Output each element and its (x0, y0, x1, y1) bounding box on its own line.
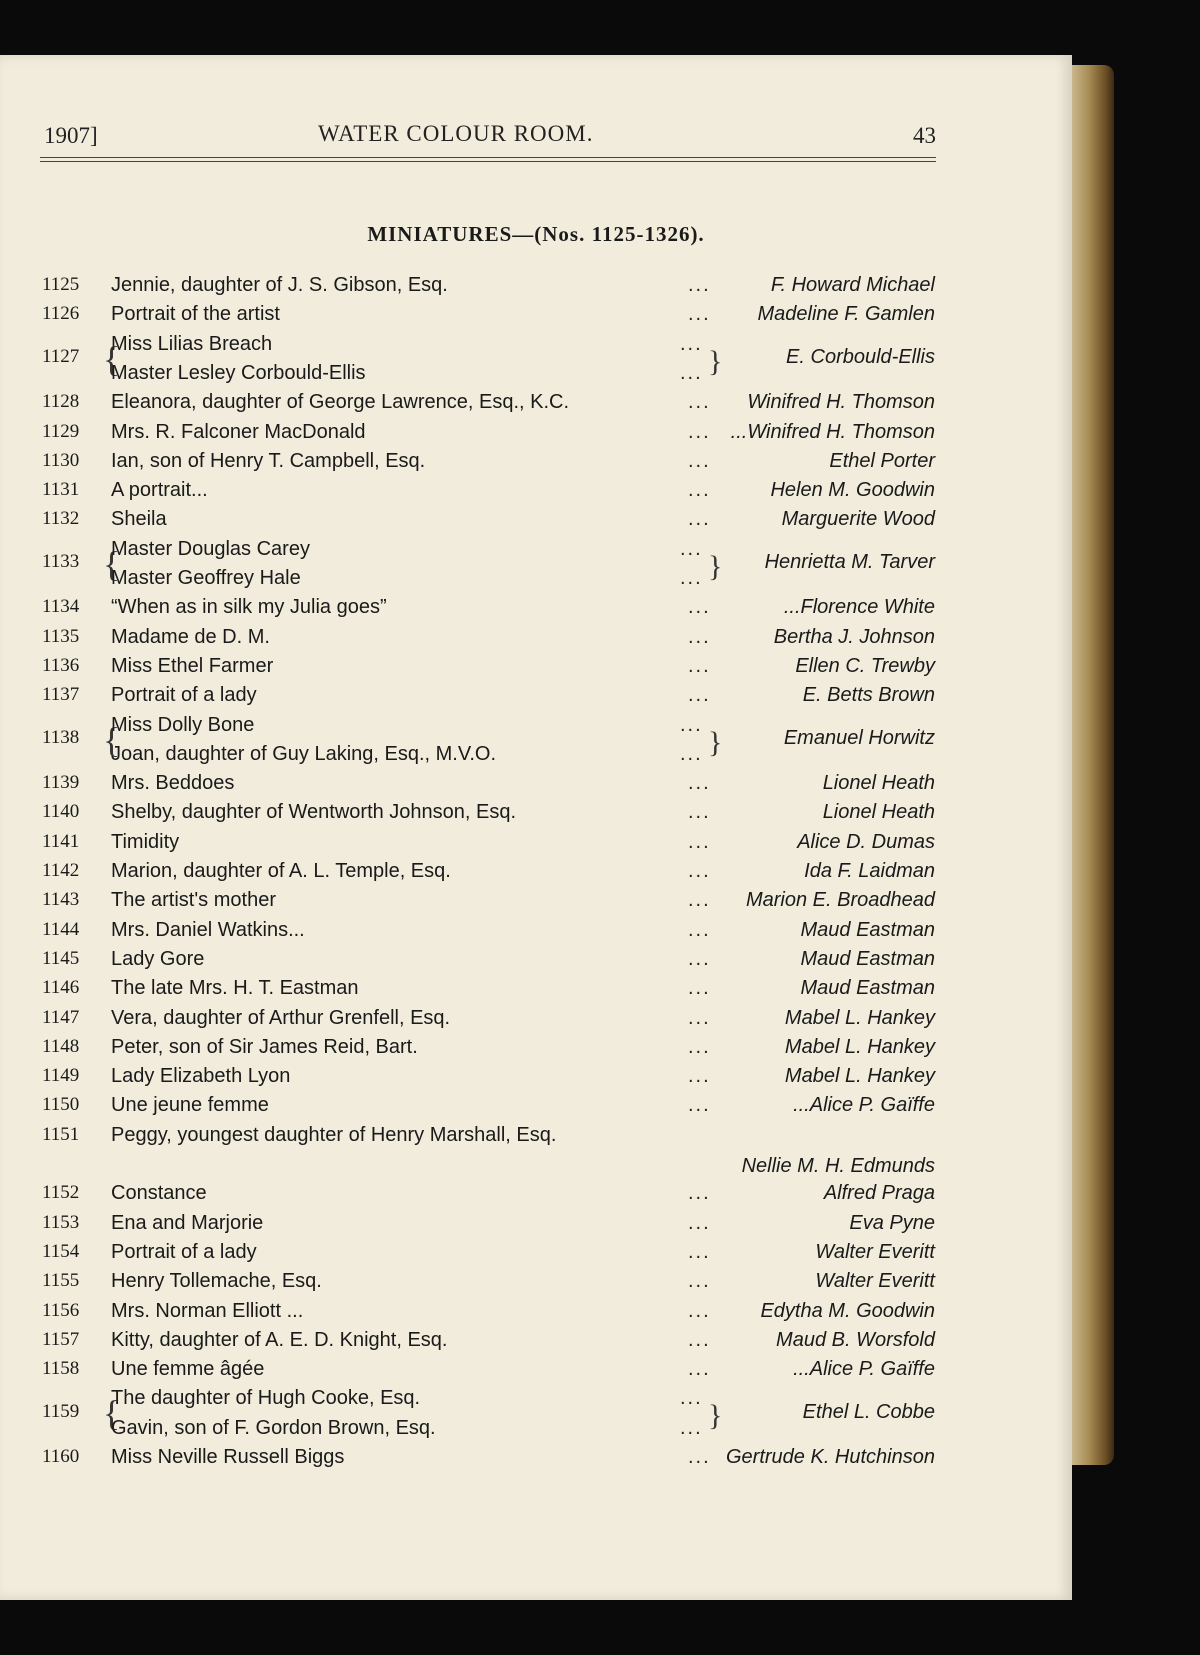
leader-dots: ... (688, 654, 711, 677)
entry-number: 1127 (42, 345, 80, 367)
catalogue-entry (0, 714, 1072, 773)
leader-dots: ... (688, 1328, 711, 1351)
entry-number: 1137 (42, 684, 80, 706)
entry-title: A portrait... (111, 479, 208, 502)
catalogue-entry (0, 538, 1072, 597)
leader-dots: ... (680, 1416, 703, 1439)
entry-artist: Ida F. Laidman (804, 860, 935, 882)
entry-title: Joan, daughter of Guy Laking, Esq., M.V.O. (111, 742, 497, 765)
entry-title: Eleanora, daughter of George Lawrence, Esq., K.C. (111, 391, 570, 414)
leader-dots: ... (688, 1270, 711, 1293)
catalogue-entry (0, 801, 1072, 830)
entry-artist: Marion E. Broadhead (745, 889, 935, 912)
entry-title: Une femme âgée (111, 1358, 265, 1381)
entry-artist: Winifred H. Thomson (747, 391, 935, 414)
catalogue-entry (0, 450, 1072, 479)
leader-dots: ... (688, 274, 711, 296)
book-spine (1072, 65, 1114, 1465)
section-title: MINIATURES—(Nos. 1125-1326). (367, 222, 705, 246)
entry-title: Portrait of a lady (111, 684, 257, 707)
catalogue-entry (0, 1358, 1072, 1387)
entry-title: Miss Lilias Breach (111, 332, 273, 355)
entry-number: 1131 (42, 479, 80, 501)
leader-dots: ... (688, 420, 711, 443)
entry-title: Lady Gore (111, 947, 205, 970)
leader-dots: ... (680, 361, 703, 384)
header-year: 1907] (44, 123, 98, 148)
catalogue-entry (0, 626, 1072, 655)
entry-title: Master Geoffrey Hale (111, 566, 301, 589)
entry-artist: Walter Everitt (815, 1270, 935, 1293)
entry-number: 1129 (42, 420, 80, 442)
entry-artist: Walter Everitt (815, 1240, 935, 1263)
right-brace: } (708, 549, 723, 583)
entry-artist: Eva Pyne (849, 1211, 935, 1234)
entry-title: Gavin, son of F. Gordon Brown, Esq. (111, 1416, 436, 1439)
entry-title: Mrs. Daniel Watkins... (111, 918, 305, 941)
leader-dots: ... (680, 1387, 703, 1410)
entry-number: 1125 (42, 274, 80, 295)
entry-title: Peter, son of Sir James Reid, Bart. (111, 1035, 418, 1058)
header-title: WATER COLOUR ROOM. (318, 121, 594, 146)
entry-number: 1146 (42, 977, 80, 999)
entry-title: Jennie, daughter of J. S. Gibson, Esq. (111, 274, 448, 296)
catalogue-entry (0, 977, 1072, 1006)
entry-artist: Alfred Praga (823, 1182, 935, 1205)
catalogue-entry (0, 421, 1072, 450)
leader-dots: ... (680, 537, 703, 560)
left-brace: { (103, 338, 121, 379)
entry-artist: Edytha M. Goodwin (760, 1299, 935, 1322)
leader-dots: ... (688, 684, 711, 707)
entry-artist: Bertha J. Johnson (773, 625, 935, 648)
entry-number: 1134 (42, 596, 80, 618)
entry-number: 1126 (42, 303, 80, 325)
catalogue-entry (0, 889, 1072, 918)
header-rule (40, 157, 936, 158)
entry-title: Mrs. Norman Elliott ... (111, 1299, 304, 1322)
page-number: 43 (913, 123, 936, 148)
entry-artist: Madeline F. Gamlen (757, 303, 935, 326)
entry-artist: Maud B. Worsfold (776, 1328, 935, 1351)
entry-title: Sheila (111, 508, 167, 531)
entry-artist: Ellen C. Trewby (795, 654, 935, 677)
entry-artist: Nellie M. H. Edmunds (741, 1154, 935, 1177)
entry-number: 1130 (42, 449, 80, 471)
entry-title: Miss Dolly Bone (111, 713, 255, 736)
leader-dots: ... (688, 1358, 711, 1381)
leader-dots: ... (688, 1065, 711, 1088)
entry-title: “When as in silk my Julia goes” (111, 596, 387, 619)
entry-number: 1136 (42, 654, 80, 676)
entry-title: Portrait of the artist (111, 303, 280, 326)
entry-artist: Ethel L. Cobbe (802, 1400, 935, 1423)
leader-dots: ... (688, 1446, 711, 1468)
entry-artist: ...Alice P. Gaïffe (793, 1094, 935, 1117)
leader-dots: ... (688, 508, 711, 531)
catalogue-entry (0, 655, 1072, 684)
leader-dots: ... (688, 889, 711, 912)
leader-dots: ... (688, 860, 711, 882)
leader-dots: ... (688, 303, 711, 326)
entry-artist: Mabel L. Hankey (784, 1065, 935, 1088)
entry-artist: Henrietta M. Tarver (764, 550, 935, 573)
entry-title: Mrs. R. Falconer MacDonald (111, 420, 366, 443)
leader-dots: ... (680, 742, 703, 765)
catalogue-entry (0, 596, 1072, 625)
catalogue-entry (0, 479, 1072, 508)
leader-dots: ... (688, 596, 711, 619)
entry-number: 1149 (42, 1065, 80, 1087)
left-brace: { (103, 543, 121, 584)
leader-dots: ... (688, 1240, 711, 1263)
leader-dots: ... (688, 801, 711, 824)
entry-title: Henry Tollemache, Esq. (111, 1270, 322, 1293)
catalogue-entry (0, 391, 1072, 420)
catalogue-entry (0, 1094, 1072, 1123)
entry-title: Ian, son of Henry T. Campbell, Esq. (111, 449, 426, 472)
entry-number: 1152 (42, 1182, 80, 1204)
leader-dots: ... (688, 918, 711, 941)
entry-number: 1139 (42, 772, 80, 794)
leader-dots: ... (688, 1006, 711, 1029)
entry-artist: Lionel Heath (822, 801, 935, 824)
leader-dots: ... (688, 830, 711, 853)
leader-dots: ... (688, 625, 711, 648)
entry-number: 1138 (42, 726, 80, 748)
entry-artist: Maud Eastman (800, 947, 935, 970)
entry-artist: Helen M. Goodwin (770, 479, 935, 502)
catalogue-entry (0, 1007, 1072, 1036)
entry-artist: Ethel Porter (829, 449, 935, 472)
catalogue-entry (0, 1329, 1072, 1358)
entry-title: Kitty, daughter of A. E. D. Knight, Esq. (111, 1328, 448, 1351)
leader-dots: ... (688, 1182, 711, 1205)
entry-number: 1159 (42, 1400, 80, 1422)
entry-title: Constance (111, 1182, 207, 1205)
header-rule-2 (40, 161, 936, 162)
entry-title: Marion, daughter of A. L. Temple, Esq. (111, 860, 451, 882)
entry-number: 1147 (42, 1006, 80, 1028)
leader-dots: ... (688, 479, 711, 502)
entry-number: 1158 (42, 1358, 80, 1380)
entry-artist: E. Corbould-Ellis (786, 345, 935, 368)
entry-title: Master Douglas Carey (111, 537, 310, 560)
catalogue-entry (0, 1446, 1072, 1475)
entry-artist: ...Alice P. Gaïffe (793, 1358, 935, 1381)
leader-dots: ... (688, 772, 711, 795)
entry-artist: Marguerite Wood (781, 508, 935, 531)
entry-artist: Emanuel Horwitz (783, 726, 935, 749)
entry-artist: F. Howard Michael (770, 274, 935, 296)
entry-title: The artist's mother (111, 889, 276, 912)
entry-title: The late Mrs. H. T. Eastman (111, 977, 359, 1000)
catalogue-entry (0, 333, 1072, 392)
entry-number: 1133 (42, 550, 80, 572)
entry-title: Vera, daughter of Arthur Grenfell, Esq. (111, 1006, 451, 1029)
entry-artist: Alice D. Dumas (797, 830, 935, 853)
entry-number: 1156 (42, 1299, 80, 1321)
right-brace: } (708, 725, 723, 759)
entry-number: 1145 (42, 947, 80, 969)
entry-artist: Maud Eastman (800, 977, 935, 1000)
catalogue-entry (0, 1241, 1072, 1270)
catalogue-entry (0, 303, 1072, 332)
entry-number: 1160 (42, 1446, 80, 1467)
catalogue-entry (0, 684, 1072, 713)
entry-number: 1140 (42, 801, 80, 823)
entry-number: 1135 (42, 625, 80, 647)
catalogue-entry (0, 919, 1072, 948)
leader-dots: ... (680, 566, 703, 589)
entry-number: 1144 (42, 918, 80, 940)
right-brace: } (708, 1399, 723, 1433)
catalogue-entry (0, 1300, 1072, 1329)
entry-title: Miss Neville Russell Biggs (111, 1446, 345, 1468)
entry-number: 1150 (42, 1094, 80, 1116)
entry-artist: Mabel L. Hankey (784, 1006, 935, 1029)
right-brace: } (708, 344, 723, 378)
entry-title: Peggy, youngest daughter of Henry Marshall, Esq. (111, 1123, 557, 1146)
entry-number: 1143 (42, 889, 80, 911)
catalogue-entry (0, 1212, 1072, 1241)
entry-artist: ...Florence White (783, 596, 935, 619)
catalogue-entry (0, 860, 1072, 889)
entry-number: 1132 (42, 508, 80, 530)
catalogue-entry (0, 948, 1072, 977)
catalogue-entry (0, 1387, 1072, 1446)
catalogue-entry (0, 1065, 1072, 1094)
leader-dots: ... (688, 977, 711, 1000)
entry-title: Ena and Marjorie (111, 1211, 264, 1234)
entry-artist: Maud Eastman (800, 918, 935, 941)
leader-dots: ... (680, 332, 703, 355)
entry-title: Mrs. Beddoes (111, 772, 235, 795)
entry-title: Miss Ethel Farmer (111, 654, 274, 677)
catalogue-entry (0, 1124, 1072, 1183)
entry-number: 1157 (42, 1328, 80, 1350)
catalogue-entry (0, 1036, 1072, 1065)
catalogue-entry (0, 274, 1072, 303)
left-brace: { (103, 1393, 121, 1434)
leader-dots: ... (688, 391, 711, 414)
entry-artist: E. Betts Brown (802, 684, 935, 707)
leader-dots: ... (688, 1211, 711, 1234)
entry-title: Une jeune femme (111, 1094, 269, 1117)
leader-dots: ... (688, 1035, 711, 1058)
catalogue-entry (0, 831, 1072, 860)
entry-number: 1155 (42, 1270, 80, 1292)
catalogue-entry (0, 1182, 1072, 1211)
catalogue-entry (0, 772, 1072, 801)
entry-number: 1148 (42, 1035, 80, 1057)
entry-title: Master Lesley Corbould-Ellis (111, 361, 366, 384)
entry-number: 1141 (42, 830, 80, 852)
catalogue-entry (0, 1270, 1072, 1299)
entry-title: Madame de D. M. (111, 625, 270, 648)
entry-artist: Gertrude K. Hutchinson (726, 1446, 935, 1468)
entry-artist: ...Winifred H. Thomson (730, 420, 935, 443)
leader-dots: ... (680, 713, 703, 736)
catalogue-entry (0, 508, 1072, 537)
entry-title: Lady Elizabeth Lyon (111, 1065, 291, 1088)
leader-dots: ... (688, 1299, 711, 1322)
entry-number: 1142 (42, 860, 80, 881)
leader-dots: ... (688, 947, 711, 970)
left-brace: { (103, 719, 121, 760)
entry-number: 1128 (42, 391, 80, 413)
entry-number: 1153 (42, 1211, 80, 1233)
page-header (40, 115, 936, 151)
entry-title: Shelby, daughter of Wentworth Johnson, Esq. (111, 801, 517, 824)
entry-artist: Mabel L. Hankey (784, 1035, 935, 1058)
entry-title: The daughter of Hugh Cooke, Esq. (111, 1387, 421, 1410)
entry-number: 1154 (42, 1240, 80, 1262)
leader-dots: ... (688, 449, 711, 472)
entry-title: Timidity (111, 830, 180, 853)
entry-number: 1151 (42, 1123, 80, 1145)
entry-title: Portrait of a lady (111, 1240, 257, 1263)
leader-dots: ... (688, 1094, 711, 1117)
entry-artist: Lionel Heath (822, 772, 935, 795)
